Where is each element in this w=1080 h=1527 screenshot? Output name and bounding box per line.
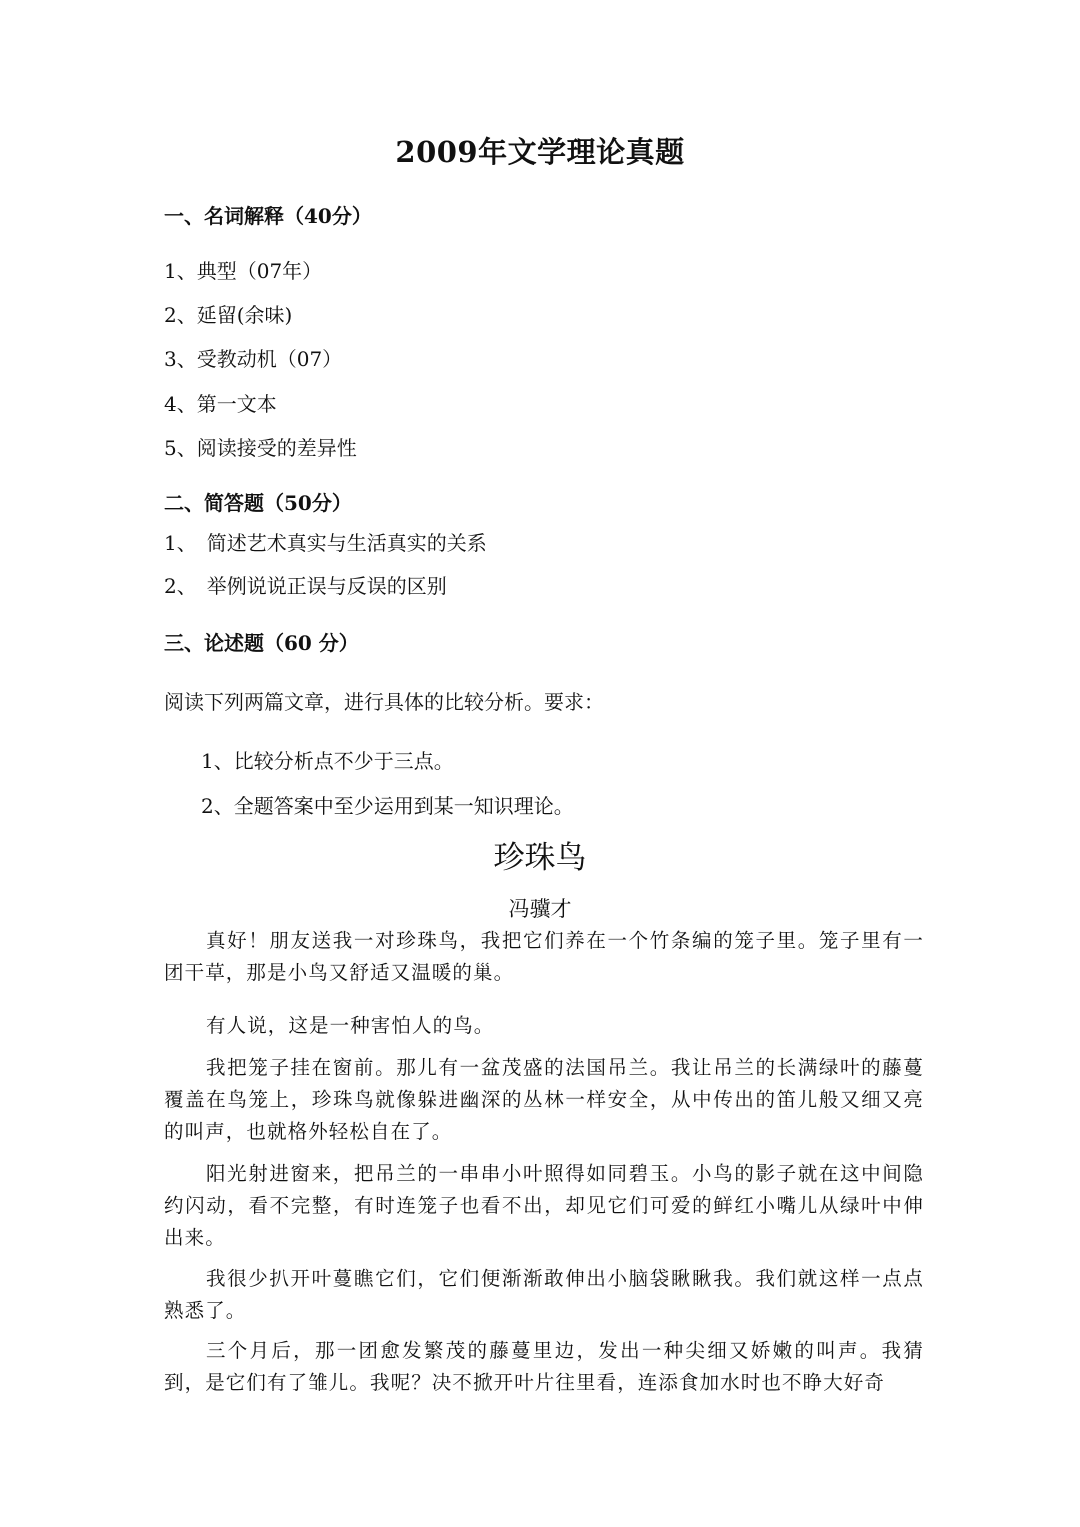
question-item xyxy=(164,527,487,556)
question-number: 1、 xyxy=(164,531,197,555)
article-paragraph: 真好！朋友送我一对珍珠鸟，我把它们养在一个竹条编的笼子里。笼子里有一团干草，那是小鸟又舒适又温暖的巢。 xyxy=(164,929,924,984)
term-item: 5、阅读接受的差异性 xyxy=(164,436,357,460)
term-item: 4、第一文本 xyxy=(164,392,277,416)
article-paragraph: 阳光射进窗来，把吊兰的一串串小叶照得如同碧玉。小鸟的影子就在这中间隐约闪动，看不完整，有时连笼子也看不出，却见它们可爱的鲜红小嘴儿从绿叶中伸出来。 xyxy=(164,1162,924,1249)
section-heading-short-answer: 二、简答题（50分） xyxy=(164,491,352,515)
requirement-item: 2、全题答案中至少运用到某一知识理论。 xyxy=(201,794,574,818)
section-heading-terms: 一、名词解释（40分） xyxy=(164,204,372,228)
essay-intro: 阅读下列两篇文章，进行具体的比较分析。要求： xyxy=(164,690,604,714)
article-paragraph: 我把笼子挂在窗前。那儿有一盆茂盛的法国吊兰。我让吊兰的长满绿叶的藤蔓覆盖在鸟笼上，珍珠鸟就像躲进幽深的丛林一样安全，从中传出的笛儿般又细又亮的叫声，也就格外轻松自在了。 xyxy=(164,1056,924,1143)
article-author: 冯骥才 xyxy=(508,897,572,921)
term-item: 1、典型（07年） xyxy=(164,259,323,283)
article-title: 珍珠鸟 xyxy=(493,840,587,876)
question-item xyxy=(164,570,447,599)
term-item: 2、延留(余味) xyxy=(164,303,293,327)
question-text: 简述艺术真实与生活真实的关系 xyxy=(206,531,487,555)
document-title: 2009年文学理论真题 xyxy=(395,135,685,169)
article-paragraph: 三个月后，那一团愈发繁茂的藤蔓里边，发出一种尖细又娇嫩的叫声。我猜到，是它们有了雏儿。我呢？决不掀开叶片往里看，连添食加水时也不睁大好奇 xyxy=(164,1339,924,1394)
term-item: 3、受教动机（07） xyxy=(164,347,343,371)
question-number: 2、 xyxy=(164,574,197,598)
section-heading-essay: 三、论述题（60 分） xyxy=(164,631,359,655)
question-text: 举例说说正误与反误的区别 xyxy=(206,574,447,598)
requirement-item: 1、比较分析点不少于三点。 xyxy=(201,749,454,773)
article-paragraph: 我很少扒开叶蔓瞧它们，它们便渐渐敢伸出小脑袋瞅瞅我。我们就这样一点点熟悉了。 xyxy=(164,1267,924,1322)
article-paragraph: 有人说，这是一种害怕人的鸟。 xyxy=(206,1014,495,1037)
